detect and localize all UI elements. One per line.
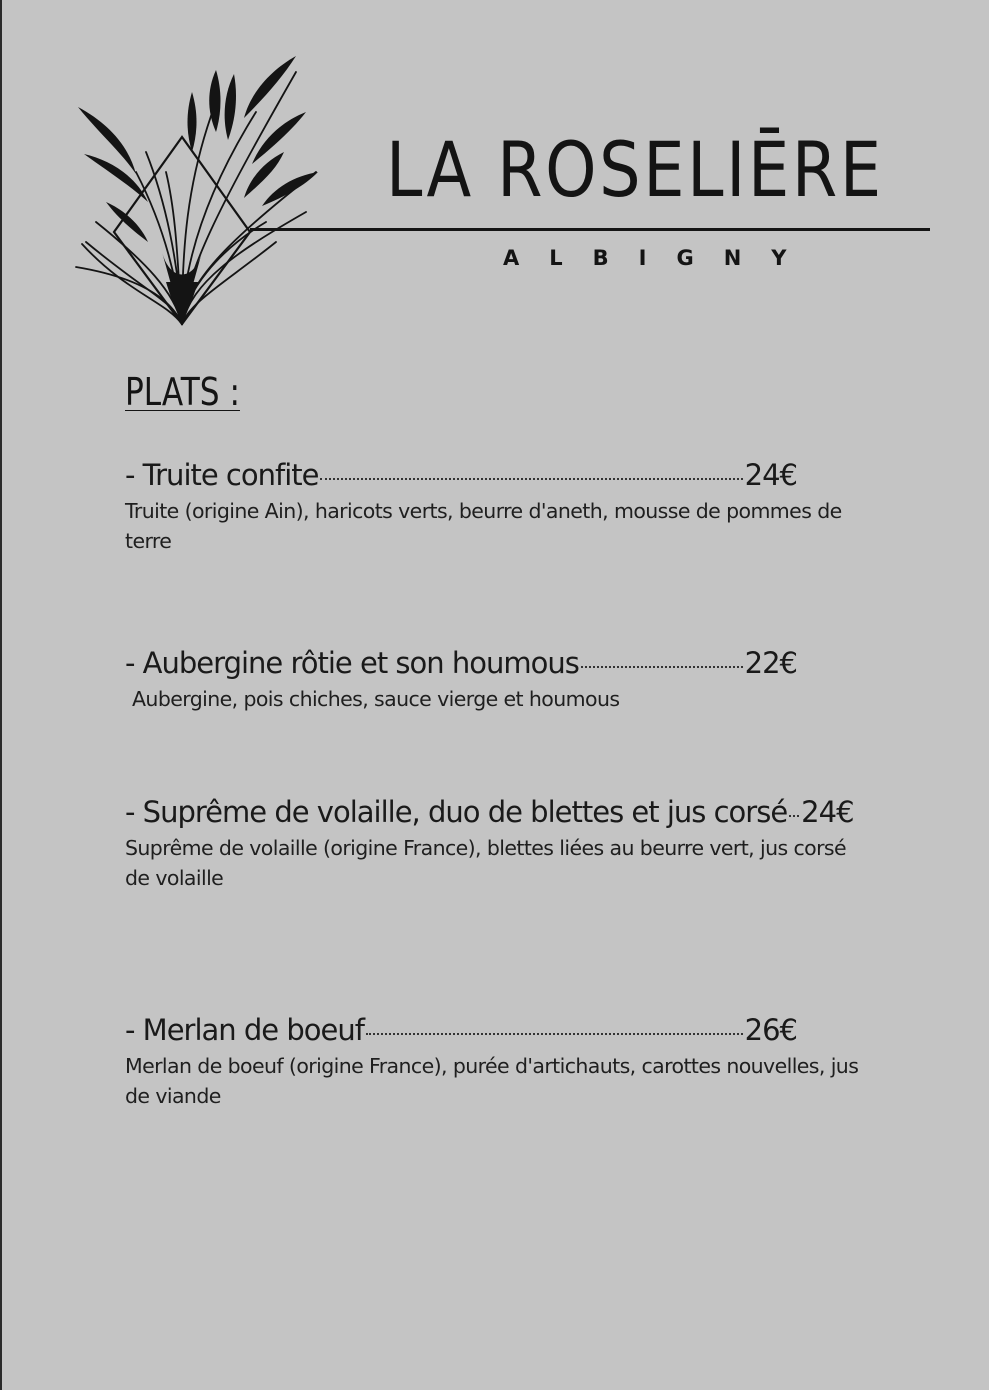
menu-item (125, 458, 885, 556)
dish-description: Merlan de boeuf (origine France), purée d'artichauts, carottes nouvelles, jus de viande (125, 1054, 859, 1108)
dish-name: - Merlan de boeuf (125, 1013, 364, 1047)
menu-item-line (125, 646, 797, 680)
reeds-diamond-icon (66, 52, 326, 332)
dish-price: 22€ (744, 646, 797, 680)
dotted-leader (581, 666, 743, 668)
restaurant-name: LA ROSELIĒRE (386, 125, 884, 214)
restaurant-location: ALBIGNY (503, 246, 817, 270)
dish-description: Aubergine, pois chiches, sauce vierge et houmous (132, 687, 620, 711)
dish-description: Suprême de volaille (origine France), blettes liées au beurre vert, jus corsé de volaille (125, 836, 847, 890)
dish-name: - Aubergine rôtie et son houmous (125, 646, 579, 680)
menu-item (125, 1013, 885, 1111)
title-underline (250, 228, 930, 231)
menu-item (125, 795, 885, 893)
dish-price: 26€ (744, 1013, 797, 1047)
dotted-leader (366, 1033, 743, 1035)
dish-price: 24€ (744, 458, 797, 492)
dish-name: - Suprême de volaille, duo de blettes et jus corsé (125, 795, 788, 829)
dish-description: Truite (origine Ain), haricots verts, beurre d'aneth, mousse de pommes de terre (125, 499, 842, 553)
dish-name: - Truite confite (125, 458, 319, 492)
menu-item-line (125, 795, 854, 829)
dotted-leader (320, 478, 742, 480)
section-title: PLATS : (125, 370, 240, 414)
menu-item-line (125, 1013, 797, 1047)
menu-item (125, 646, 885, 714)
page-edge (0, 0, 2, 1390)
menu-item-line (125, 458, 797, 492)
dotted-leader (789, 815, 799, 817)
dish-price: 24€ (801, 795, 854, 829)
